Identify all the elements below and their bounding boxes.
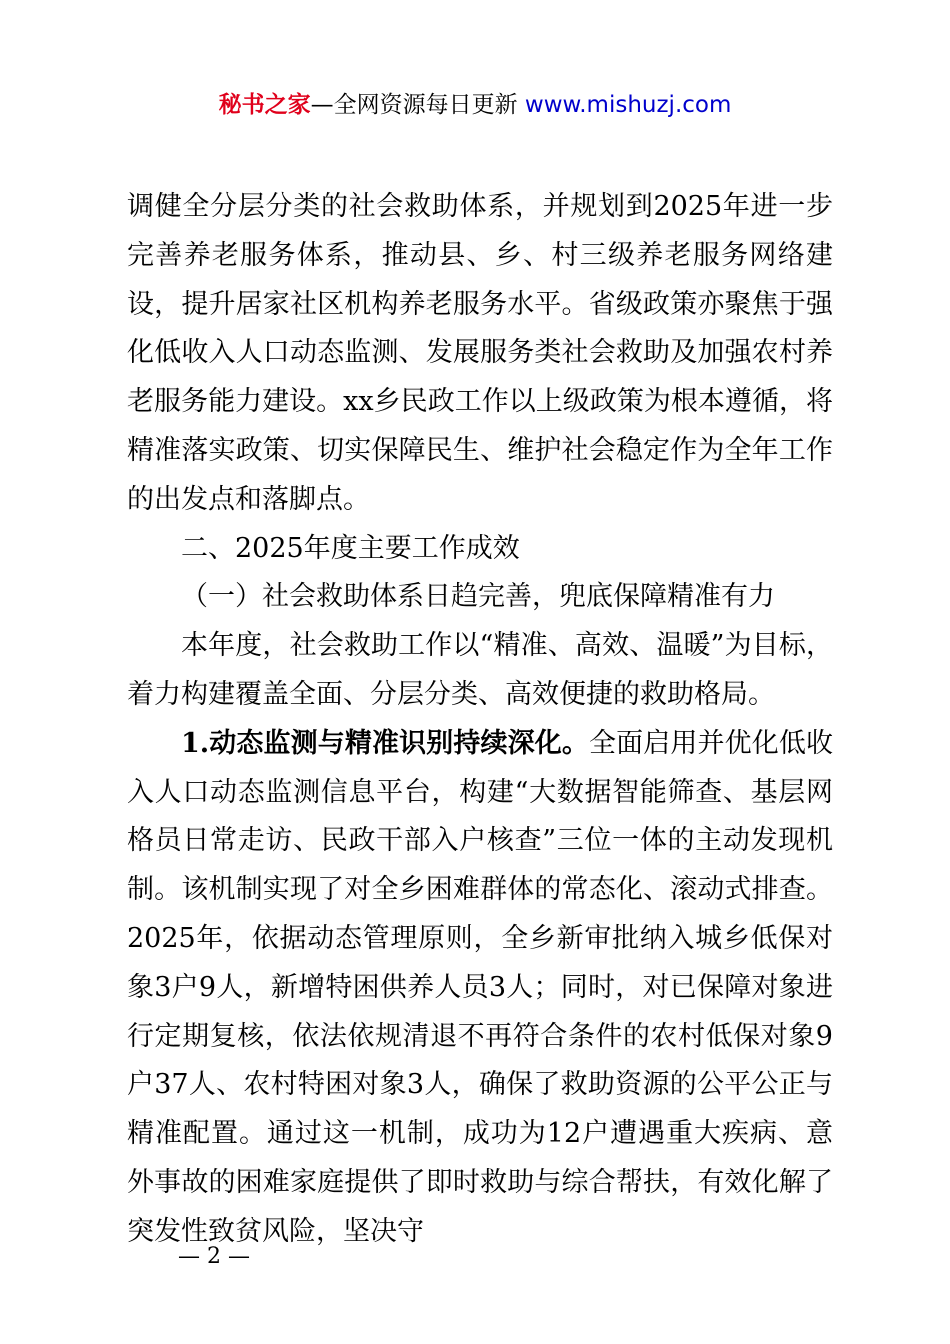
brand-name: 秘书之家: [218, 92, 311, 118]
banner-tagline: —全网资源每日更新: [310, 92, 518, 118]
site-banner: [0, 88, 950, 122]
paragraph-policy-context: 调健全分层分类的社会救助体系，并规划到2025年进一步完善养老服务体系，推动县、乡、村三级养老服务网络建设，提升居家社区机构养老服务水平。省级政策亦聚焦于强化低收入人口动态监测、发展服务类社会救助及加强农村养老服务能力建设。xx乡民政工作以上级政策为根本遵循，将精准落实政策、切实保障民生、维护社会稳定作为全年工作的出发点和落脚点。: [127, 191, 833, 515]
paragraph-dynamic-monitoring: [127, 720, 833, 1257]
paragraph-lead-bold: 1.动态监测与精准识别持续深化。: [181, 727, 590, 759]
paragraph-dynamic-monitoring-text: 全面启用并优化低收入人口动态监测信息平台，构建“大数据智能筛查、基层网格员日常走访、民政干部入户核查”三位一体的主动发现机制。该机制实现了对全乡困难群体的常态化、滚动式排查。2025年，依据动态管理原则，全乡新审批纳入城乡低保对象3户9人，新增特困供养人员3人；同时，对已保障对象进行定期复核，依法依规清退不再符合条件的农村低保对象9户37人、农村特困对象3人，确保了救助资源的公平公正与精准配置。通过这一机制，成功为12户遭遇重大疾病、意外事故的困难家庭提供了即时救助与综合帮扶，有效化解了突发性致贫风险，坚决守: [127, 727, 834, 1247]
section-heading: 二、2025年度主要工作成效: [181, 532, 520, 564]
document-body: [127, 183, 833, 1257]
page-number: — 2 —: [178, 1244, 250, 1269]
subsection-heading: （一）社会救助体系日趋完善，兜底保障精准有力: [181, 581, 775, 613]
paragraph-social-assistance-goal: 本年度，社会救助工作以“精准、高效、温暖”为目标，着力构建覆盖全面、分层分类、高效便捷的救助格局。: [127, 630, 833, 710]
site-url-link[interactable]: www.mishuzj.com: [524, 92, 732, 118]
